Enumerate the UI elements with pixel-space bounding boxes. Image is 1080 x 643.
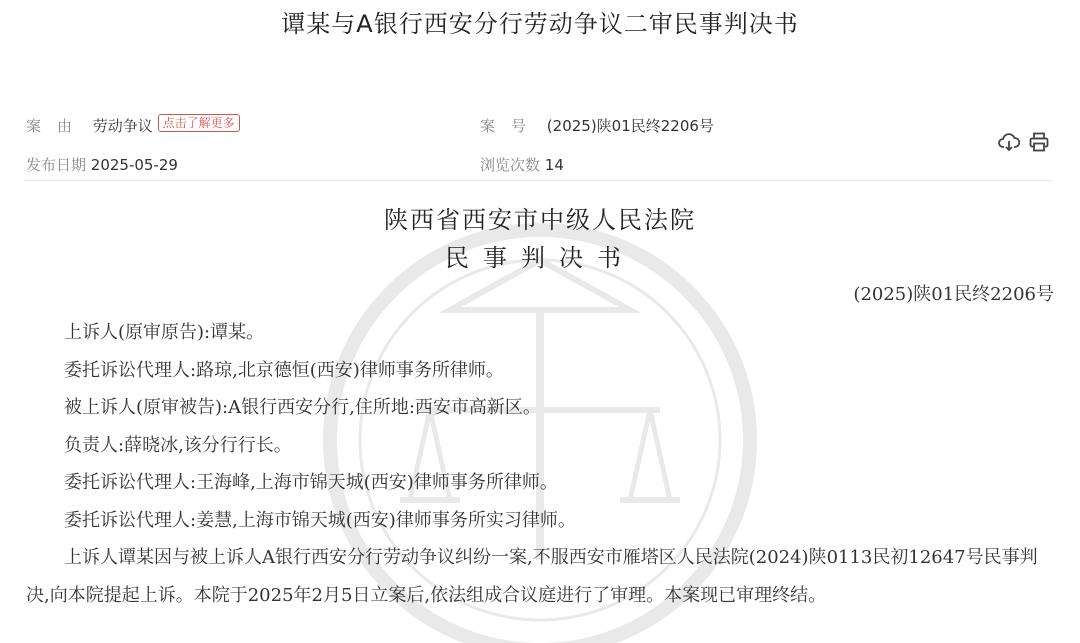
caseno-value: (2025)陕01民终2206号 [546,117,714,135]
party-appellant: 上诉人(原审原告):谭某。 [64,322,265,343]
party-appellee-agent: 委托诉讼代理人:王海峰,上海市锦天城(西安)律师事务所律师。 [64,472,558,493]
meta-cause [26,115,240,136]
toolbar [998,131,1050,153]
meta-views [480,154,564,175]
meta-caseno [480,115,714,136]
judgment-body [26,314,1056,614]
caseno-label: 案号 [480,117,543,135]
views-label: 浏览次数 [480,156,541,174]
views-value: 14 [544,156,564,174]
document-type: 民事判决书 [445,244,635,272]
date-label: 发布日期 [26,156,87,174]
party-appellee: 被上诉人(原审被告):A银行西安分行,住所地:西安市高新区。 [64,397,541,418]
cause-label: 案由 [26,117,89,135]
party-appellee-head: 负责人:薛晓冰,该分行行长。 [64,434,292,456]
page-title: 谭某与A银行西安分行劳动争议二审民事判决书 [281,10,799,38]
party-appellant-agent: 委托诉讼代理人:路琼,北京德恒(西安)律师事务所律师。 [64,359,504,381]
party-appellee-agent: 委托诉讼代理人:姜慧,上海市锦天城(西安)律师事务所实习律师。 [64,509,576,531]
header-divider [24,180,1052,181]
document-case-number: (2025)陕01民终2206号 [853,284,1054,305]
printer-icon[interactable] [1028,131,1050,153]
download-cloud-icon[interactable] [998,131,1020,153]
meta-date [26,154,178,175]
case-summary-paragraph: 上诉人谭某因与被上诉人A银行西安分行劳动争议纠纷一案,不服西安市雁塔区人民法院(2024)陕0113民初12647号民事判决,向本院提起上诉。本院于2025年2月5日立案后,依法组成合议庭进行了审理。本案现已审理终结。 [26,547,1038,606]
court-name: 陕西省西安市中级人民法院 [384,206,696,234]
learn-more-tag[interactable]: 点击了解更多 [158,114,240,132]
date-value: 2025-05-29 [90,156,178,174]
cause-value: 劳动争议 [92,117,153,135]
